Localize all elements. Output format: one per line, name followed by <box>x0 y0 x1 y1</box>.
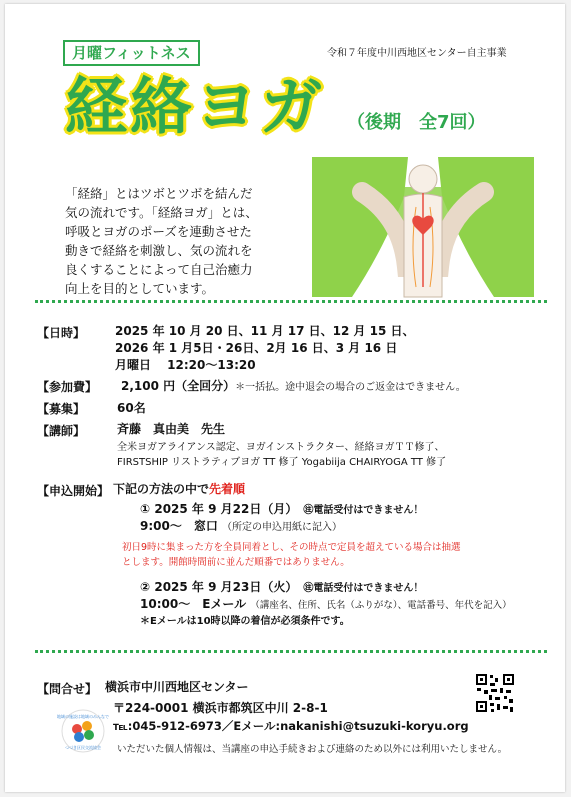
intro-paragraph <box>65 184 300 298</box>
instructor-label: 【講師】 <box>37 424 86 438</box>
logo-icon <box>57 709 109 753</box>
qr-code-icon <box>475 673 515 713</box>
fee-amount: 2,100 円（全回分） <box>121 379 236 393</box>
option1-phone-note: ㊟電話受付はできません！ <box>303 505 424 516</box>
option1-date <box>140 501 423 519</box>
option2-phone-note: ㊟電話受付はできません！ <box>303 583 424 594</box>
page-title: 経絡ヨガ <box>65 70 326 143</box>
time-line: 月曜日 12:20～13:20 <box>115 358 256 372</box>
fee-text <box>121 378 466 396</box>
instructor-name: 斉藤 真由美 先生 <box>117 422 226 436</box>
instructor-credentials: 全米ヨガアライアンス認定、ヨガインストラクター、経絡ヨガＴＴ修了、 <box>117 442 445 453</box>
intro-line: 動きで経絡を刺激し、気の流れを <box>65 243 253 258</box>
method-prefix: 下記の方法の中で <box>113 482 210 496</box>
contact-address: 〒224-0001 横浜市都筑区中川 2-8-1 <box>113 701 328 715</box>
option1-time <box>140 518 342 536</box>
fee-label: 【参加費】 <box>37 380 98 394</box>
contact-name: 横浜市中川西地区センター <box>105 680 249 694</box>
application-label: 【申込開始】 <box>37 484 110 498</box>
logo-bottom-text: つづき区民交流協会 <box>65 745 101 750</box>
contact-tel-email: ℡:045-912-6973／Eメール:nakanishi@tsuzuki-koryu.org <box>113 719 469 733</box>
intro-line: 呼吸とヨガのポーズを連動させた <box>65 224 252 239</box>
fee-note: ＊一括払。途中退会の場合のご返金はできません。 <box>235 382 466 393</box>
option2-detail: （講座名、住所、氏名（ふりがな）、電話番号、年代を記入） <box>250 600 512 611</box>
option2-date <box>140 579 423 597</box>
option2-time-text: 10:00～ Eメール <box>140 597 247 611</box>
option1-date-text: ① 2025 年 9 月22日（月） <box>140 502 292 516</box>
date-label: 【日時】 <box>37 326 86 340</box>
option1-detail: （所定の申込用紙に記入） <box>222 522 343 533</box>
privacy-notice: いただいた個人情報は、当講座の申込手続きおよび連絡のため以外には利用いたしません。 <box>117 744 508 755</box>
intro-line: 「経絡」とはツボとツボを結んだ <box>65 186 253 201</box>
date-line: 2025 年 10 月 20 日、11 月 17 日、12 月 15 日、 <box>115 324 415 338</box>
page-subtitle: （後期 全7回） <box>347 112 486 133</box>
logo-top-text: 地域の施設は地域のみんなで <box>57 714 109 719</box>
option2-time <box>140 596 512 614</box>
category-badge: 月曜フィットネス <box>63 40 200 66</box>
application-method <box>113 481 245 498</box>
option1-warning: とします。開館時間前に並んだ順番ではありません。 <box>122 557 350 568</box>
organizer-line: 令和７年度中川西地区センター自主事業 <box>327 48 507 59</box>
option1-time-text: 9:00～ 窓口 <box>140 519 218 533</box>
capacity-label: 【募集】 <box>37 402 86 416</box>
flyer-page <box>5 4 565 792</box>
option2-note: ＊Eメールは10時以降の着信が必須条件です。 <box>140 616 350 627</box>
option1-warning: 初日9時に集まった方を全員同着とし、その時点で定員を超えている場合は抽選 <box>122 542 461 553</box>
instructor-credentials: FIRSTSHIP リストラティブヨガ TT 修了 Yogabiija CHAIRYOGA TT 修了 <box>117 457 447 468</box>
contact-label: 【問合せ】 <box>37 682 98 696</box>
intro-line: 向上を目的としています。 <box>65 281 215 296</box>
section-divider <box>35 300 547 303</box>
intro-line: 気の流れです。「経絡ヨガ」とは、 <box>65 205 258 220</box>
capacity-value: 60名 <box>117 401 146 415</box>
intro-line: 良くすることによって自己治癒力 <box>65 262 253 277</box>
option2-date-text: ② 2025 年 9 月23日（火） <box>140 580 292 594</box>
date-line: 2026 年 1 月5日・26日、2月 16 日、3 月 16 日 <box>115 341 398 355</box>
section-divider <box>35 650 547 653</box>
yoga-figure-illustration <box>312 157 534 297</box>
method-highlight: 先着順 <box>209 482 246 496</box>
